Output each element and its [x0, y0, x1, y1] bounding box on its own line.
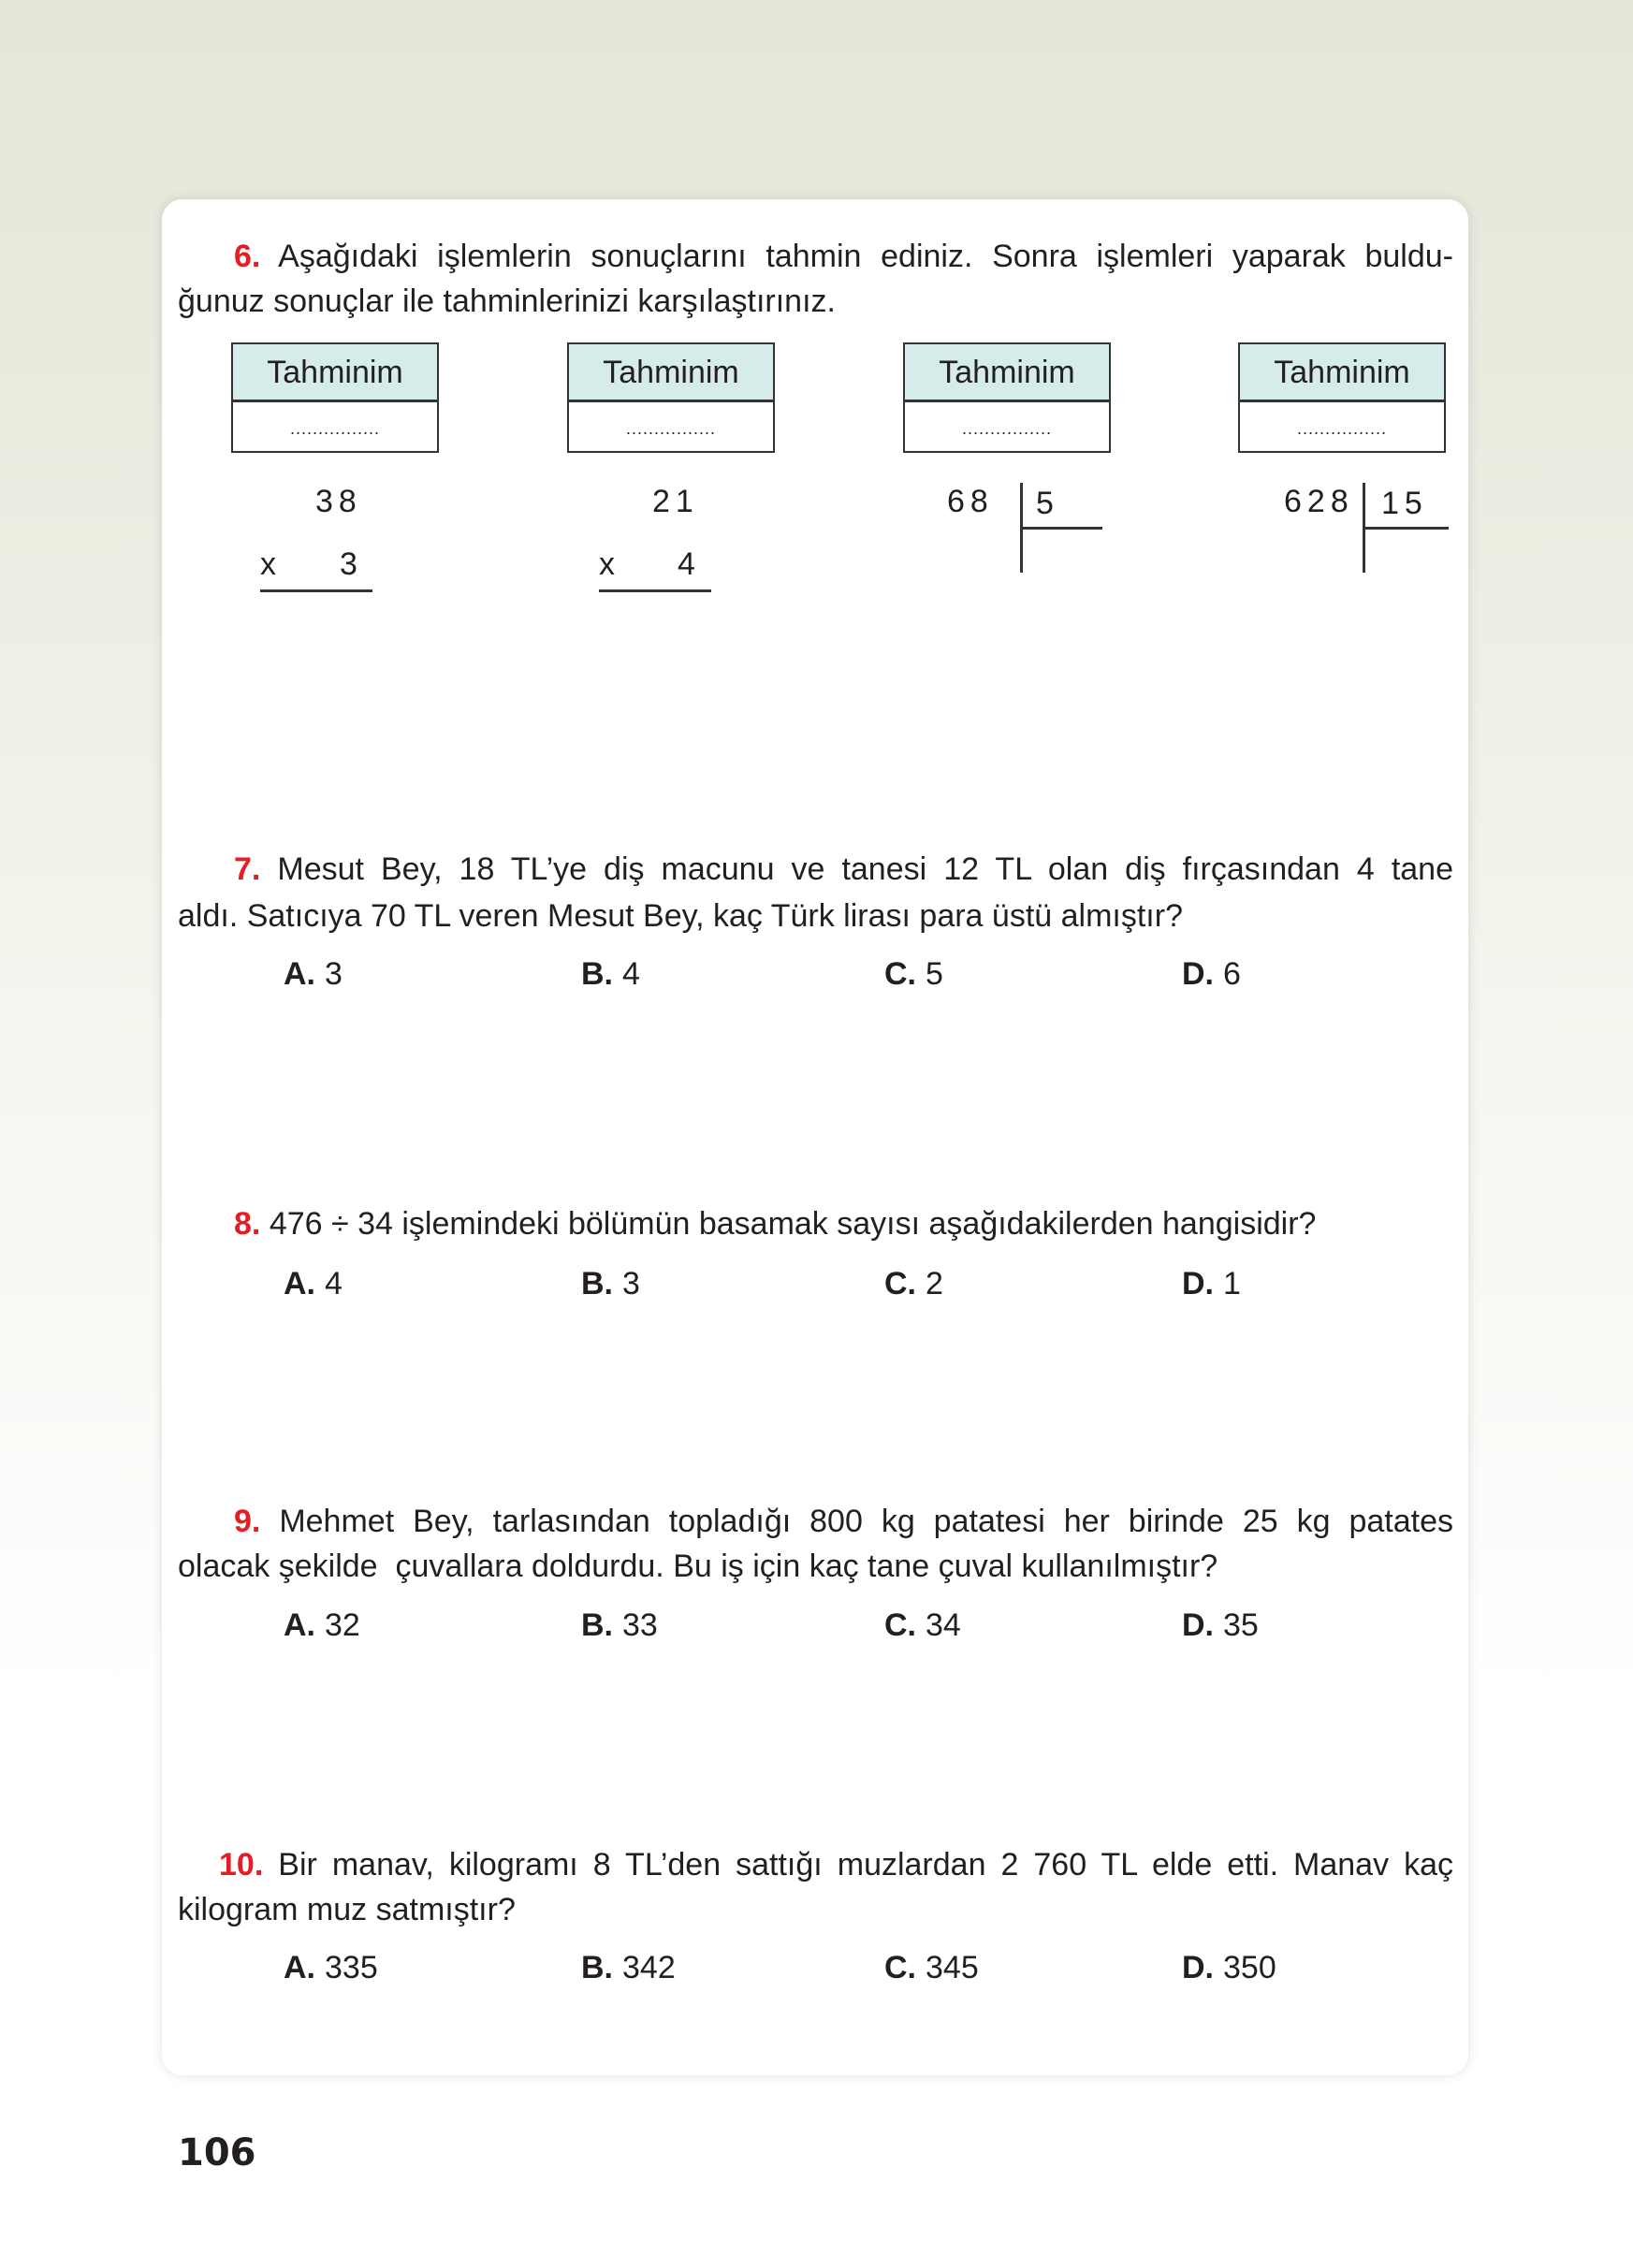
q7-option-b[interactable]: B. 4 [581, 956, 640, 992]
estimate-blank[interactable]: ................ [1296, 419, 1387, 438]
estimate-blank[interactable]: ................ [289, 419, 380, 438]
estimate-header: Tahminim [233, 344, 437, 402]
q9-line2: olacak şekilde çuvallara doldurdu. Bu iş için kaç tane çuval kullanılmıştır? [178, 1548, 1218, 1584]
q10-text: Bir manav, kilogramı 8 TL’den sattığı muzlardan 2 760 TL elde etti. Manav kaç [278, 1847, 1453, 1883]
q9-text: Mehmet Bey, tarlasından topladığı 800 kg patatesi her birinde 25 kg patates [279, 1504, 1453, 1539]
estimate-header: Tahminim [1240, 344, 1444, 402]
estimate-blank[interactable]: ................ [625, 419, 716, 438]
q7-number: 7. [234, 851, 261, 887]
q8-option-b[interactable]: B. 3 [581, 1266, 640, 1301]
q10-option-a[interactable]: A. 335 [284, 1950, 378, 1985]
page-number: 106 [178, 2131, 256, 2174]
q6-line2: ğunuz sonuçlar ile tahminlerinizi karşılaştırınız. [178, 284, 836, 319]
estimate-header: Tahminim [569, 344, 773, 402]
q6-text: Aşağıdaki işlemlerin sonuçlarını tahmin ediniz. Sonra işlemleri yaparak buldu- [278, 239, 1453, 274]
q9-option-b[interactable]: B. 33 [581, 1607, 658, 1643]
q8-line1 [178, 1205, 1509, 1243]
q9-option-d[interactable]: D. 35 [1182, 1607, 1259, 1643]
div2-dividend: 628 [1284, 484, 1354, 519]
q8-text: 476 ÷ 34 işlemindeki bölümün basamak sayısı aşağıdakilerden hangisidir? [269, 1206, 1317, 1242]
estimate-blank[interactable]: ................ [961, 419, 1052, 438]
div1-dividend: 68 [947, 484, 994, 519]
div2-divisor: 15 [1381, 486, 1428, 521]
q10-number: 10. [219, 1847, 264, 1883]
q9-option-a[interactable]: A. 32 [284, 1607, 360, 1643]
q7-line1 [178, 850, 1453, 888]
mult2-line [599, 589, 711, 592]
mult1-bottom: 3 [340, 546, 363, 582]
q10-line1 [178, 1846, 1453, 1883]
q8-option-a[interactable]: A. 4 [284, 1266, 343, 1301]
q8-number: 8. [234, 1206, 261, 1242]
estimate-box-4 [1238, 342, 1446, 453]
q6-line1 [178, 238, 1453, 275]
q7-option-a[interactable]: A. 3 [284, 956, 343, 992]
mult2-op: x [599, 546, 620, 582]
q7-option-c[interactable]: C. 5 [884, 956, 943, 992]
q10-line2: kilogram muz satmıştır? [178, 1892, 516, 1927]
q8-option-c[interactable]: C. 2 [884, 1266, 943, 1301]
div1-divisor: 5 [1036, 486, 1059, 521]
q10-option-c[interactable]: C. 345 [884, 1950, 979, 1985]
mult2-top: 21 [652, 484, 699, 519]
q9-number: 9. [234, 1504, 261, 1539]
q9-option-c[interactable]: C. 34 [884, 1607, 961, 1643]
q7-text: Mesut Bey, 18 TL’ye diş macunu ve tanesi 12 TL olan diş fırçasından 4 tane [277, 851, 1453, 887]
q7-option-d[interactable]: D. 6 [1182, 956, 1241, 992]
q6-number: 6. [234, 239, 261, 274]
estimate-header: Tahminim [905, 344, 1109, 402]
div1-hline [1020, 527, 1102, 530]
estimate-box-1 [231, 342, 439, 453]
q8-option-d[interactable]: D. 1 [1182, 1266, 1241, 1301]
q10-option-b[interactable]: B. 342 [581, 1950, 676, 1985]
div2-hline [1363, 527, 1449, 530]
mult1-top: 38 [315, 484, 362, 519]
worksheet-card [162, 199, 1468, 2075]
q7-line2: aldı. Satıcıya 70 TL veren Mesut Bey, kaç Türk lirası para üstü almıştır? [178, 898, 1183, 934]
mult2-bottom: 4 [678, 546, 701, 582]
estimate-box-2 [567, 342, 775, 453]
estimate-box-3 [903, 342, 1111, 453]
mult1-line [260, 589, 372, 592]
q9-line1 [178, 1503, 1453, 1540]
q10-option-d[interactable]: D. 350 [1182, 1950, 1276, 1985]
mult1-op: x [260, 546, 282, 582]
